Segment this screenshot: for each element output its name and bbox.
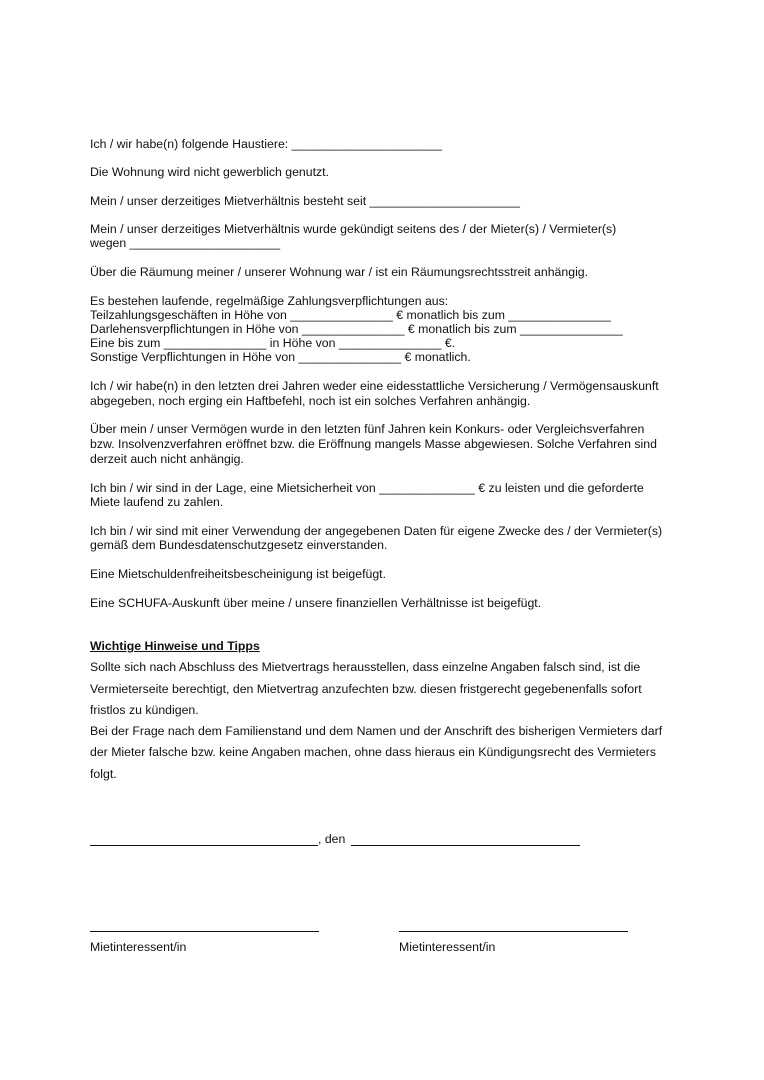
rent-debt-certificate-line: Eine Mietschuldenfreiheitsbescheinigung ist beigefügt. [90,567,386,581]
data-consent-line-2: gemäß dem Bundesdatenschutzgesetz einverstanden. [90,538,388,552]
date-separator: , den [318,832,346,846]
deposit-line-1: Ich bin / wir sind in der Lage, eine Mietsicherheit von ______________ € zu leisten und die geforderte [90,481,644,495]
obligations-intro-line: Es bestehen laufende, regelmäßige Zahlungsverpflichtungen aus: [90,294,449,308]
insolvency-line-1: Über mein / unser Vermögen wurde in den letzten fünf Jahren kein Konkurs- oder Vergleichsverfahren [90,422,645,436]
insolvency-line-2: bzw. Insolvenzverfahren eröffnet bzw. die Eröffnung mangels Masse abgewiesen. Solche Verfahren sind [90,437,657,451]
other-obligations-line: Sonstige Verpflichtungen in Höhe von _______________ € monatlich. [90,350,471,364]
hint-line-3: fristlos zu kündigen. [90,703,199,717]
loan-line: Darlehensverpflichtungen in Höhe von _______________ € monatlich bis zum _______________ [90,322,623,336]
tenancy-terminated-line: Mein / unser derzeitiges Mietverhältnis wurde gekündigt seitens des / der Mieter(s) / Vermieter(s) [90,222,617,236]
insolvency-line-3: derzeit auch nicht anhängig. [90,452,244,466]
data-consent-line-1: Ich bin / wir sind mit einer Verwendung der angegebenen Daten für eigene Zwecke des / der Vermieter(s) [90,524,663,538]
signature-caption-left: Mietinteressent/in [90,940,187,954]
hint-line-6: folgt. [90,767,117,781]
installment-line: Teilzahlungsgeschäften in Höhe von _______________ € monatlich bis zum _______________ [90,308,611,322]
signature-line-left [90,931,319,932]
signature-line-right [399,931,628,932]
hint-line-1: Sollte sich nach Abschluss des Mietvertrags herausstellen, dass einzelne Angaben falsch sind, ist die [90,660,641,674]
affidavit-line-1: Ich / wir habe(n) in den letzten drei Jahren weder eine eidesstattliche Versicherung / Vermögensauskunft [90,379,659,393]
date-line [351,845,580,846]
schufa-line: Eine SCHUFA-Auskunft über meine / unsere finanziellen Verhältnisse ist beigefügt. [90,596,542,610]
hint-line-4: Bei der Frage nach dem Familienstand und dem Namen und der Anschrift des bisherigen Vermieters darf [90,724,663,738]
other-until-line: Eine bis zum _______________ in Höhe von _______________ €. [90,336,456,350]
pets-line: Ich / wir habe(n) folgende Haustiere: ______________________ [90,137,443,151]
non-commercial-line: Die Wohnung wird nicht gewerblich genutzt. [90,165,330,179]
eviction-line: Über die Räumung meiner / unserer Wohnung war / ist ein Räumungsrechtsstreit anhängig. [90,265,589,279]
signature-caption-right: Mietinteressent/in [399,940,496,954]
hint-line-2: Vermieterseite berechtigt, den Mietvertrag anzufechten bzw. diesen fristgerecht gegebenenfalls sofort [90,682,642,696]
tenancy-since-line: Mein / unser derzeitiges Mietverhältnis besteht seit ______________________ [90,194,521,208]
deposit-line-2: Miete laufend zu zahlen. [90,495,224,509]
hint-line-5: der Mieter falsche bzw. keine Angaben machen, ohne dass hieraus ein Kündigungsrecht des Vermieters [90,745,656,759]
hints-heading: Wichtige Hinweise und Tipps [90,639,260,653]
affidavit-line-2: abgegeben, noch erging ein Haftbefehl, noch ist ein solches Verfahren anhängig. [90,394,531,408]
place-line [90,845,318,846]
termination-reason-line: wegen ______________________ [90,236,281,250]
